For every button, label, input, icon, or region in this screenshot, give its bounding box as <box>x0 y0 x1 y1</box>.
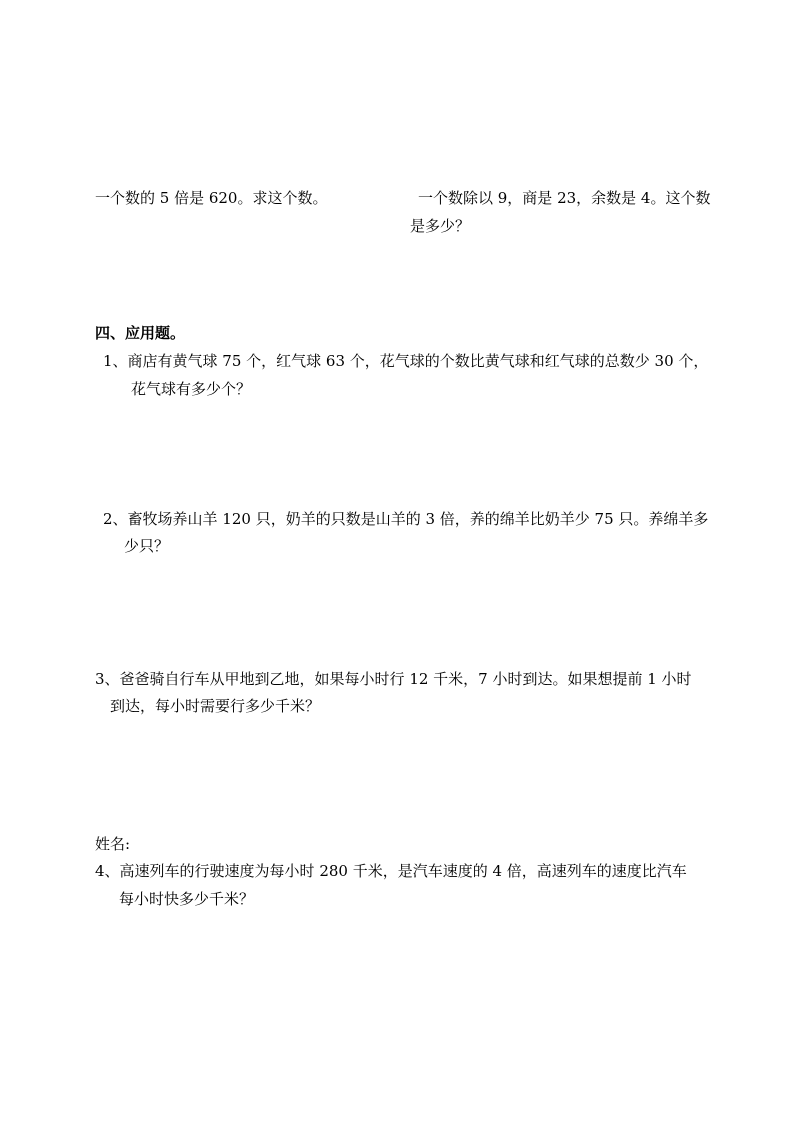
problem-1-line1: 1、商店有黄气球 75 个，红气球 63 个，花气球的个数比黄气球和红气球的总数少 30 个， <box>103 352 709 370</box>
problem-1-line2: 花气球有多少个？ <box>131 380 252 398</box>
calc-problem-left: 一个数的 5 倍是 620。求这个数。 <box>95 189 328 207</box>
problem-3-line1: 3、爸爸骑自行车从甲地到乙地，如果每小时行 12 千米，7 小时到达。如果想提前 1 小时 <box>95 670 692 688</box>
problem-2-line1: 2、畜牧场养山羊 120 只，奶羊的只数是山羊的 3 倍，养的绵羊比奶羊少 75 只。养绵羊多 <box>103 510 709 528</box>
problem-4-line2: 每小时快多少千米？ <box>119 890 255 908</box>
calc-problem-right-line1: 一个数除以 9，商是 23，余数是 4。这个数 <box>418 189 711 207</box>
calc-problem-right-line2: 是多少？ <box>410 217 471 235</box>
problem-2-line2: 少只？ <box>124 537 170 555</box>
problem-3-line2: 到达，每小时需要行多少千米？ <box>110 697 321 715</box>
problem-4-line1: 4、高速列车的行驶速度为每小时 280 千米，是汽车速度的 4 倍，高速列车的速度比汽车 <box>95 862 687 880</box>
name-label: 姓名: <box>95 835 131 853</box>
section-heading: 四、应用题。 <box>95 324 186 342</box>
